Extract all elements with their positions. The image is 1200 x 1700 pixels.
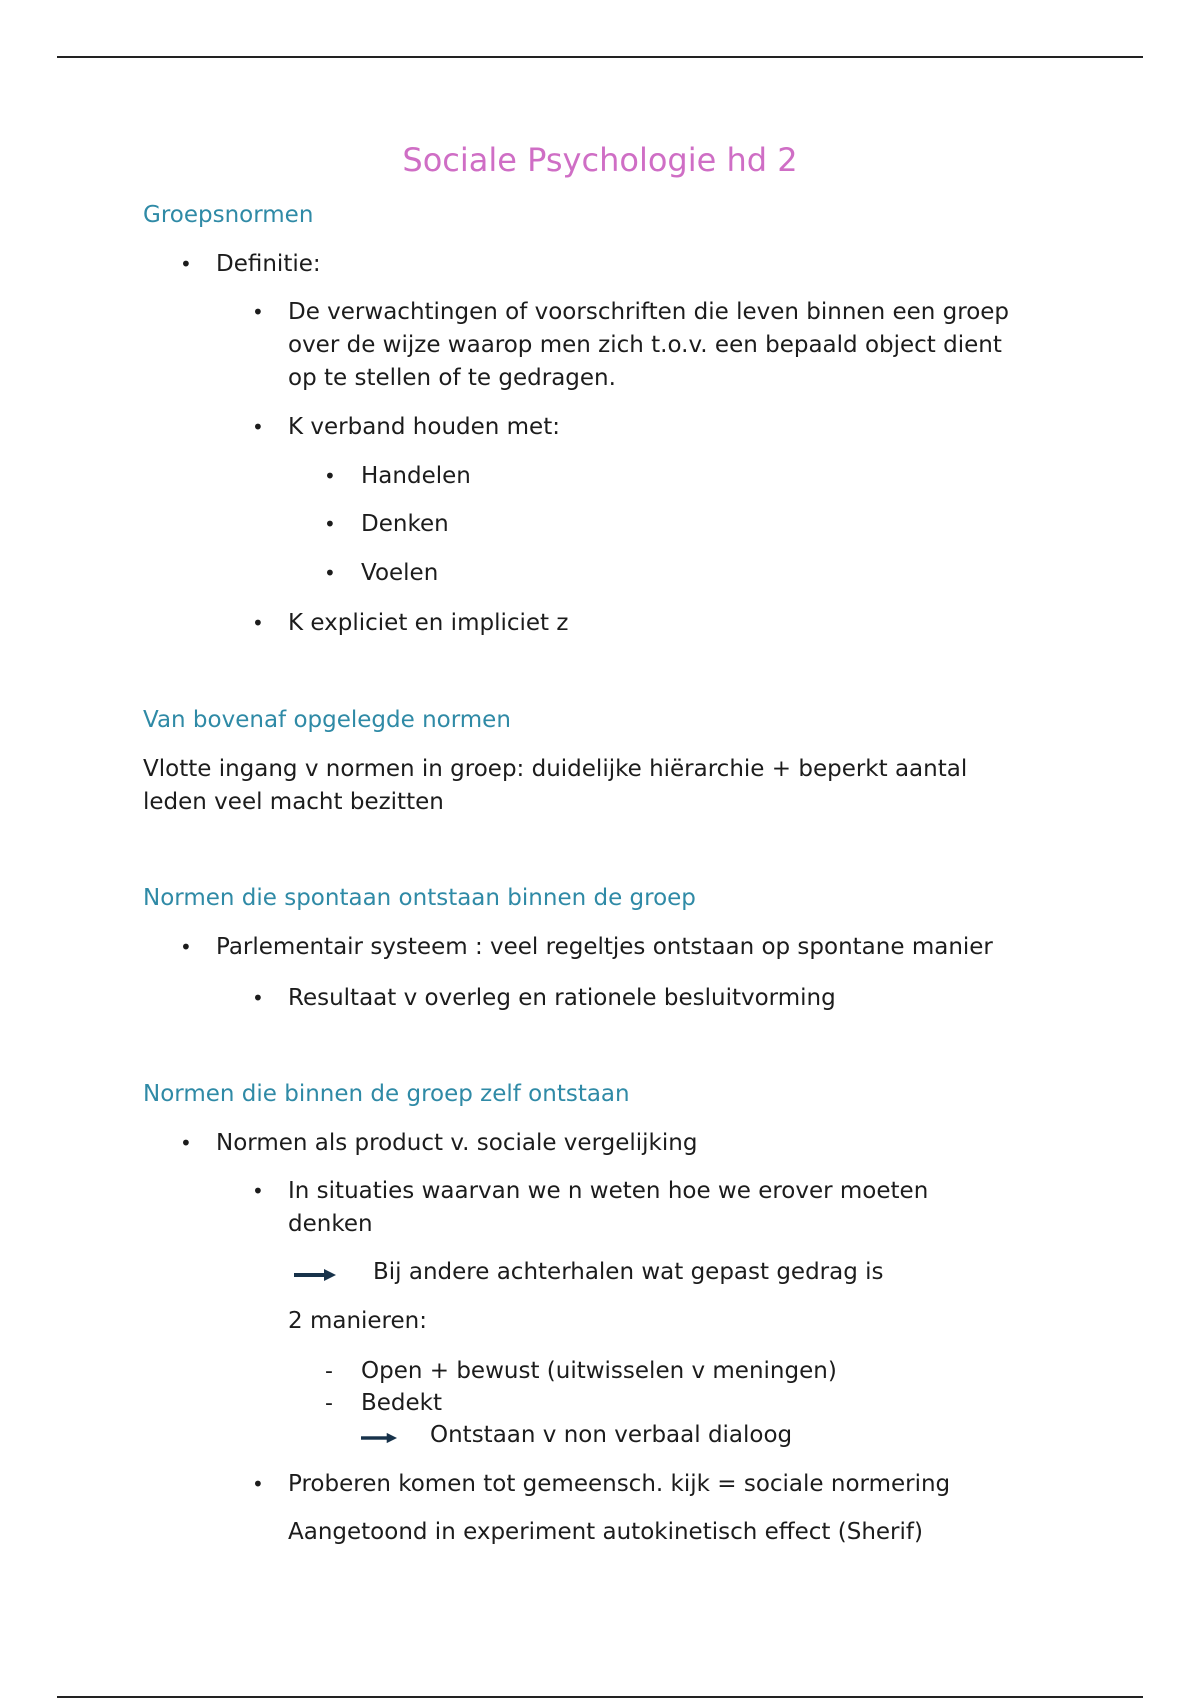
- page-top-rule: [57, 56, 1143, 58]
- list-item-denken: Denken: [361, 511, 449, 537]
- dash-icon: -: [325, 1359, 333, 1384]
- arrow-text-dialoog: Ontstaan v non verbaal dialoog: [430, 1422, 793, 1448]
- manieren-label: 2 manieren:: [288, 1308, 427, 1334]
- bullet-icon: •: [252, 1472, 264, 1496]
- bullet-icon: •: [324, 464, 336, 488]
- definition-line-3: op te stellen of te gedragen.: [288, 365, 616, 391]
- bullet-icon: •: [252, 415, 264, 439]
- arrow-right-icon: [294, 1268, 336, 1282]
- aangetoond-text: Aangetoond in experiment autokinetisch effect (Sherif): [288, 1519, 923, 1545]
- bullet-icon: •: [180, 1131, 192, 1155]
- bullet-icon: •: [252, 986, 264, 1010]
- bullet-icon: •: [180, 935, 192, 959]
- definition-line-2: over de wijze waarop men zich t.o.v. een bepaald object dient: [288, 332, 1002, 358]
- list-item-expliciet: K expliciet en impliciet z: [288, 610, 569, 636]
- list-item-voelen: Voelen: [361, 560, 439, 586]
- dash-icon: -: [325, 1391, 333, 1416]
- list-item-bedekt: Bedekt: [361, 1390, 443, 1416]
- bullet-icon: •: [252, 1179, 264, 1203]
- bullet-icon: •: [324, 512, 336, 536]
- definition-line-1: De verwachtingen of voorschriften die leven binnen een groep: [288, 299, 1010, 325]
- bullet-icon: •: [180, 252, 192, 276]
- arrow-text-gedrag: Bij andere achterhalen wat gepast gedrag is: [373, 1259, 884, 1285]
- list-item-handelen: Handelen: [361, 463, 471, 489]
- list-item-proberen: Proberen komen tot gemeensch. kijk = sociale normering: [288, 1471, 951, 1497]
- paragraph-line-1: Vlotte ingang v normen in groep: duidelijke hiërarchie + beperkt aantal: [143, 756, 968, 782]
- situaties-line-1: In situaties waarvan we n weten hoe we erover moeten: [288, 1178, 929, 1204]
- heading-zelf-ontstaan: Normen die binnen de groep zelf ontstaan: [143, 1081, 630, 1107]
- list-item-verband: K verband houden met:: [288, 414, 560, 440]
- document-title: Sociale Psychologie hd 2: [402, 141, 798, 179]
- bullet-icon: •: [324, 561, 336, 585]
- page-bottom-rule: [57, 1696, 1143, 1698]
- list-item-resultaat: Resultaat v overleg en rationele besluitvorming: [288, 985, 836, 1011]
- list-item-parlementair: Parlementair systeem : veel regeltjes ontstaan op spontane manier: [216, 934, 993, 960]
- heading-van-bovenaf: Van bovenaf opgelegde normen: [143, 707, 511, 733]
- situaties-line-2: denken: [288, 1211, 373, 1237]
- bullet-icon: •: [252, 300, 264, 324]
- arrow-right-icon: [361, 1431, 397, 1445]
- list-item-product: Normen als product v. sociale vergelijking: [216, 1130, 698, 1156]
- heading-spontaan: Normen die spontaan ontstaan binnen de groep: [143, 885, 696, 911]
- list-item-open: Open + bewust (uitwisselen v meningen): [361, 1358, 837, 1384]
- heading-groepsnormen: Groepsnormen: [143, 202, 314, 228]
- bullet-icon: •: [252, 611, 264, 635]
- list-item-definitie: Definitie:: [216, 251, 321, 277]
- paragraph-line-2: leden veel macht bezitten: [143, 789, 444, 815]
